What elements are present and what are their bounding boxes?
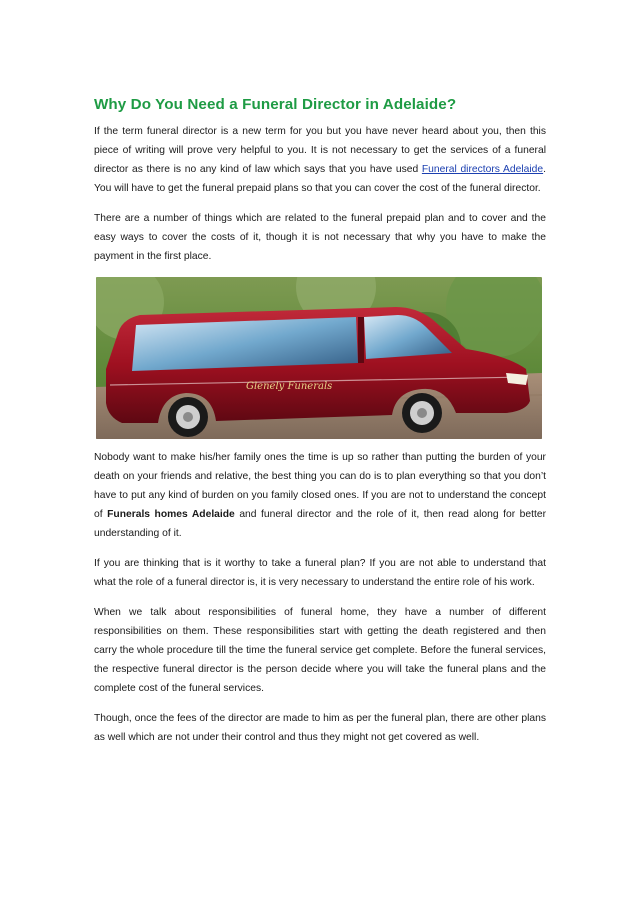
paragraph-3 xyxy=(94,448,546,543)
paragraph-2: There are a number of things which are related to the funeral prepaid plan and to cover and the easy ways to cover the costs of it, though it is not necessary that why you have to make the payment in the first place. xyxy=(94,213,546,262)
hearse-photo xyxy=(96,277,542,439)
article-title: Why Do You Need a Funeral Director in Adelaide? xyxy=(94,96,457,113)
paragraph-1-text-a: If the term funeral director is a new term for you but you have never heard about you, then this piece of writing will prove very helpful to you. It is not necessary to get the services of a funeral director as there is no any kind of law which says that you have used xyxy=(94,126,546,175)
article xyxy=(94,96,546,758)
paragraph-3-text-b: and funeral director and the role of it, then read along for better understanding of it. xyxy=(94,509,546,539)
car-side-text: Glenely Funerals xyxy=(246,381,333,392)
paragraph-4: If you are thinking that is it worthy to take a funeral plan? If you are not able to understand that what the role of a funeral director is, it is very necessary to understand the entire role of his work. xyxy=(94,558,546,588)
paragraph-5: When we talk about responsibilities of funeral home, they have a number of different responsibilities on them. These responsibilities start with getting the death registered and then carry the whole procedure till the time the funeral service get complete. Before the funeral services, the respective funeral director is the person decide where you will take the funeral plans and the complete cost of the funeral services. xyxy=(94,607,546,694)
paragraph-3-text-a: Nobody want to make his/her family ones the time is up so rather than putting the burden of your death on your friends and relative, the best thing you can do is to plan everything so that you don’t have to put any kind of burden on you family closed ones. If you are not to understand the concept of xyxy=(94,452,546,520)
funerals-homes-adelaide-bold: Funerals homes Adelaide xyxy=(107,509,235,520)
paragraph-6: Though, once the fees of the director are made to him as per the funeral plan, there are other plans as well which are not under their control and thus they might not get covered as well. xyxy=(94,713,546,743)
paragraph-1 xyxy=(94,122,546,198)
paragraph-1-text-b: . You will have to get the funeral prepaid plans so that you can cover the cost of the funeral director. xyxy=(94,164,546,194)
funeral-directors-adelaide-link[interactable]: Funeral directors Adelaide xyxy=(421,164,544,175)
